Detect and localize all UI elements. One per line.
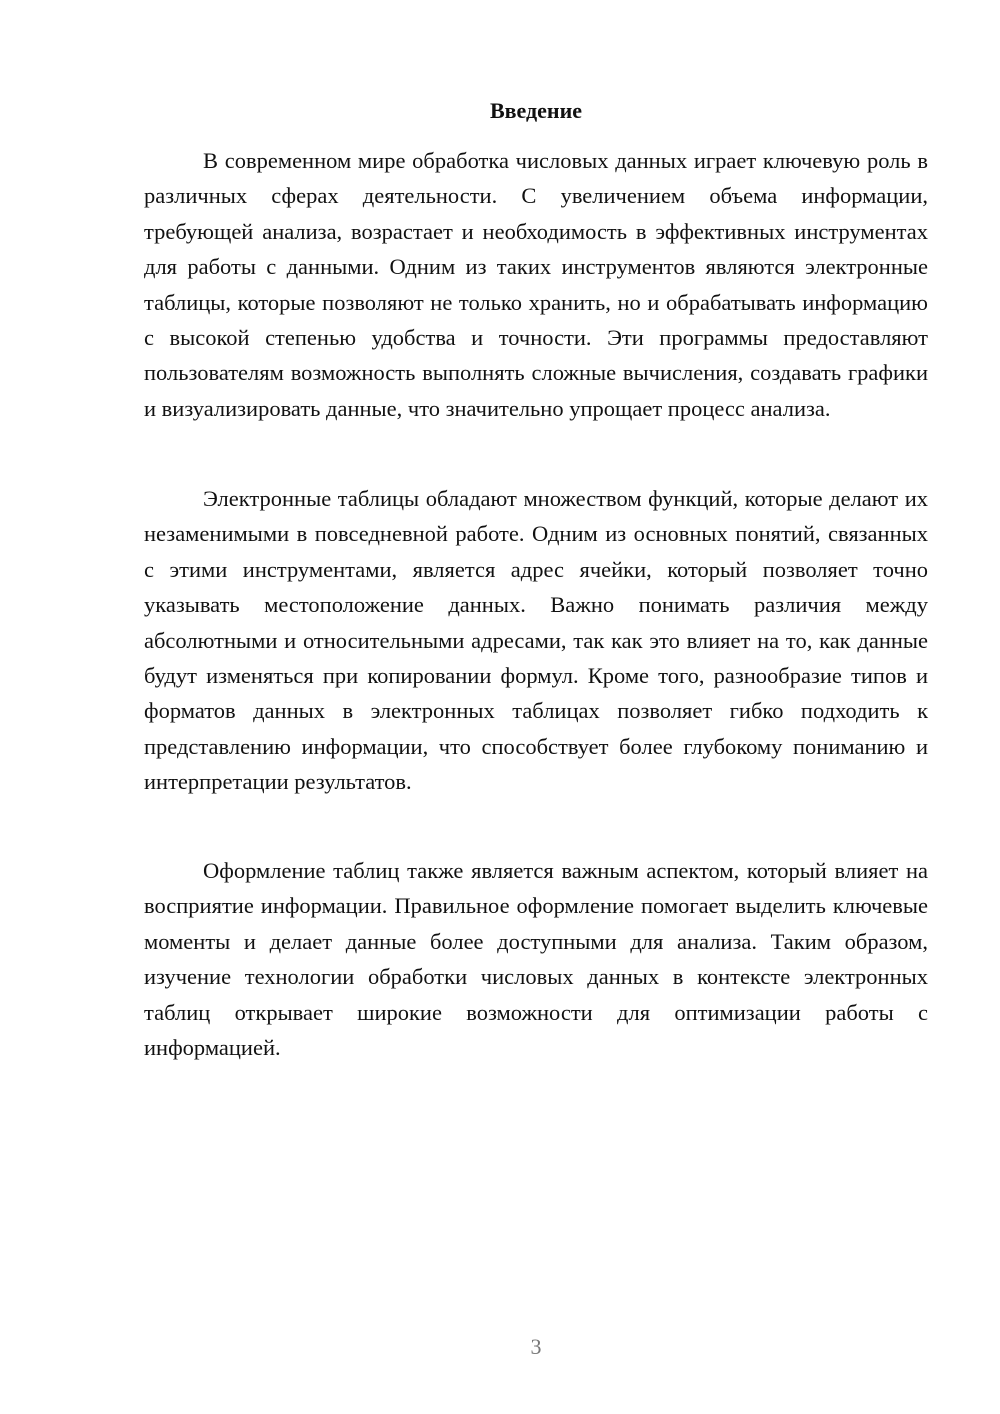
paragraph-table-formatting: Оформление таблиц также является важным аспектом, который влияет на восприятие информации. Правильное оформление помогает выделить ключевые моменты и делает данные более доступными для анализа. Таким образом, изучение технологии обработки числовых данных в контексте электронных таблиц открывает широкие возможности для оптимизации работы с информацией. [144, 858, 928, 1061]
page-title: Введение [489, 98, 583, 123]
paragraph-intro: В современном мире обработка числовых данных играет ключевую роль в различных сферах деятельности. С увеличением объема информации, требующей анализа, возрастает и необходимость в эффективных инструментах для работы с данными. Одним из таких инструментов являются электронные таблицы, которые позволяют не только хранить, но и обрабатывать информацию с высокой степенью удобства и точности. Эти программы предоставляют пользователям возможность выполнять сложные вычисления, создавать графики и визуализировать данные, что значительно упрощает процесс анализа. [144, 148, 928, 421]
page-number: 3 [530, 1334, 542, 1359]
paragraph-spreadsheet-functions: Электронные таблицы обладают множеством функций, которые делают их незаменимыми в повседневной работе. Одним из основных понятий, связанных с этими инструментами, является адрес ячейки, который позволяет точно указывать местоположение данных. Важно понимать различия между абсолютными и относительными адресами, так как это влияет на то, как данные будут изменяться при копировании формул. Кроме того, разнообразие типов и форматов данных в электронных таблицах позволяет гибко подходить к представлению информации, что способствует более глубокому пониманию и интерпретации результатов. [144, 486, 928, 795]
